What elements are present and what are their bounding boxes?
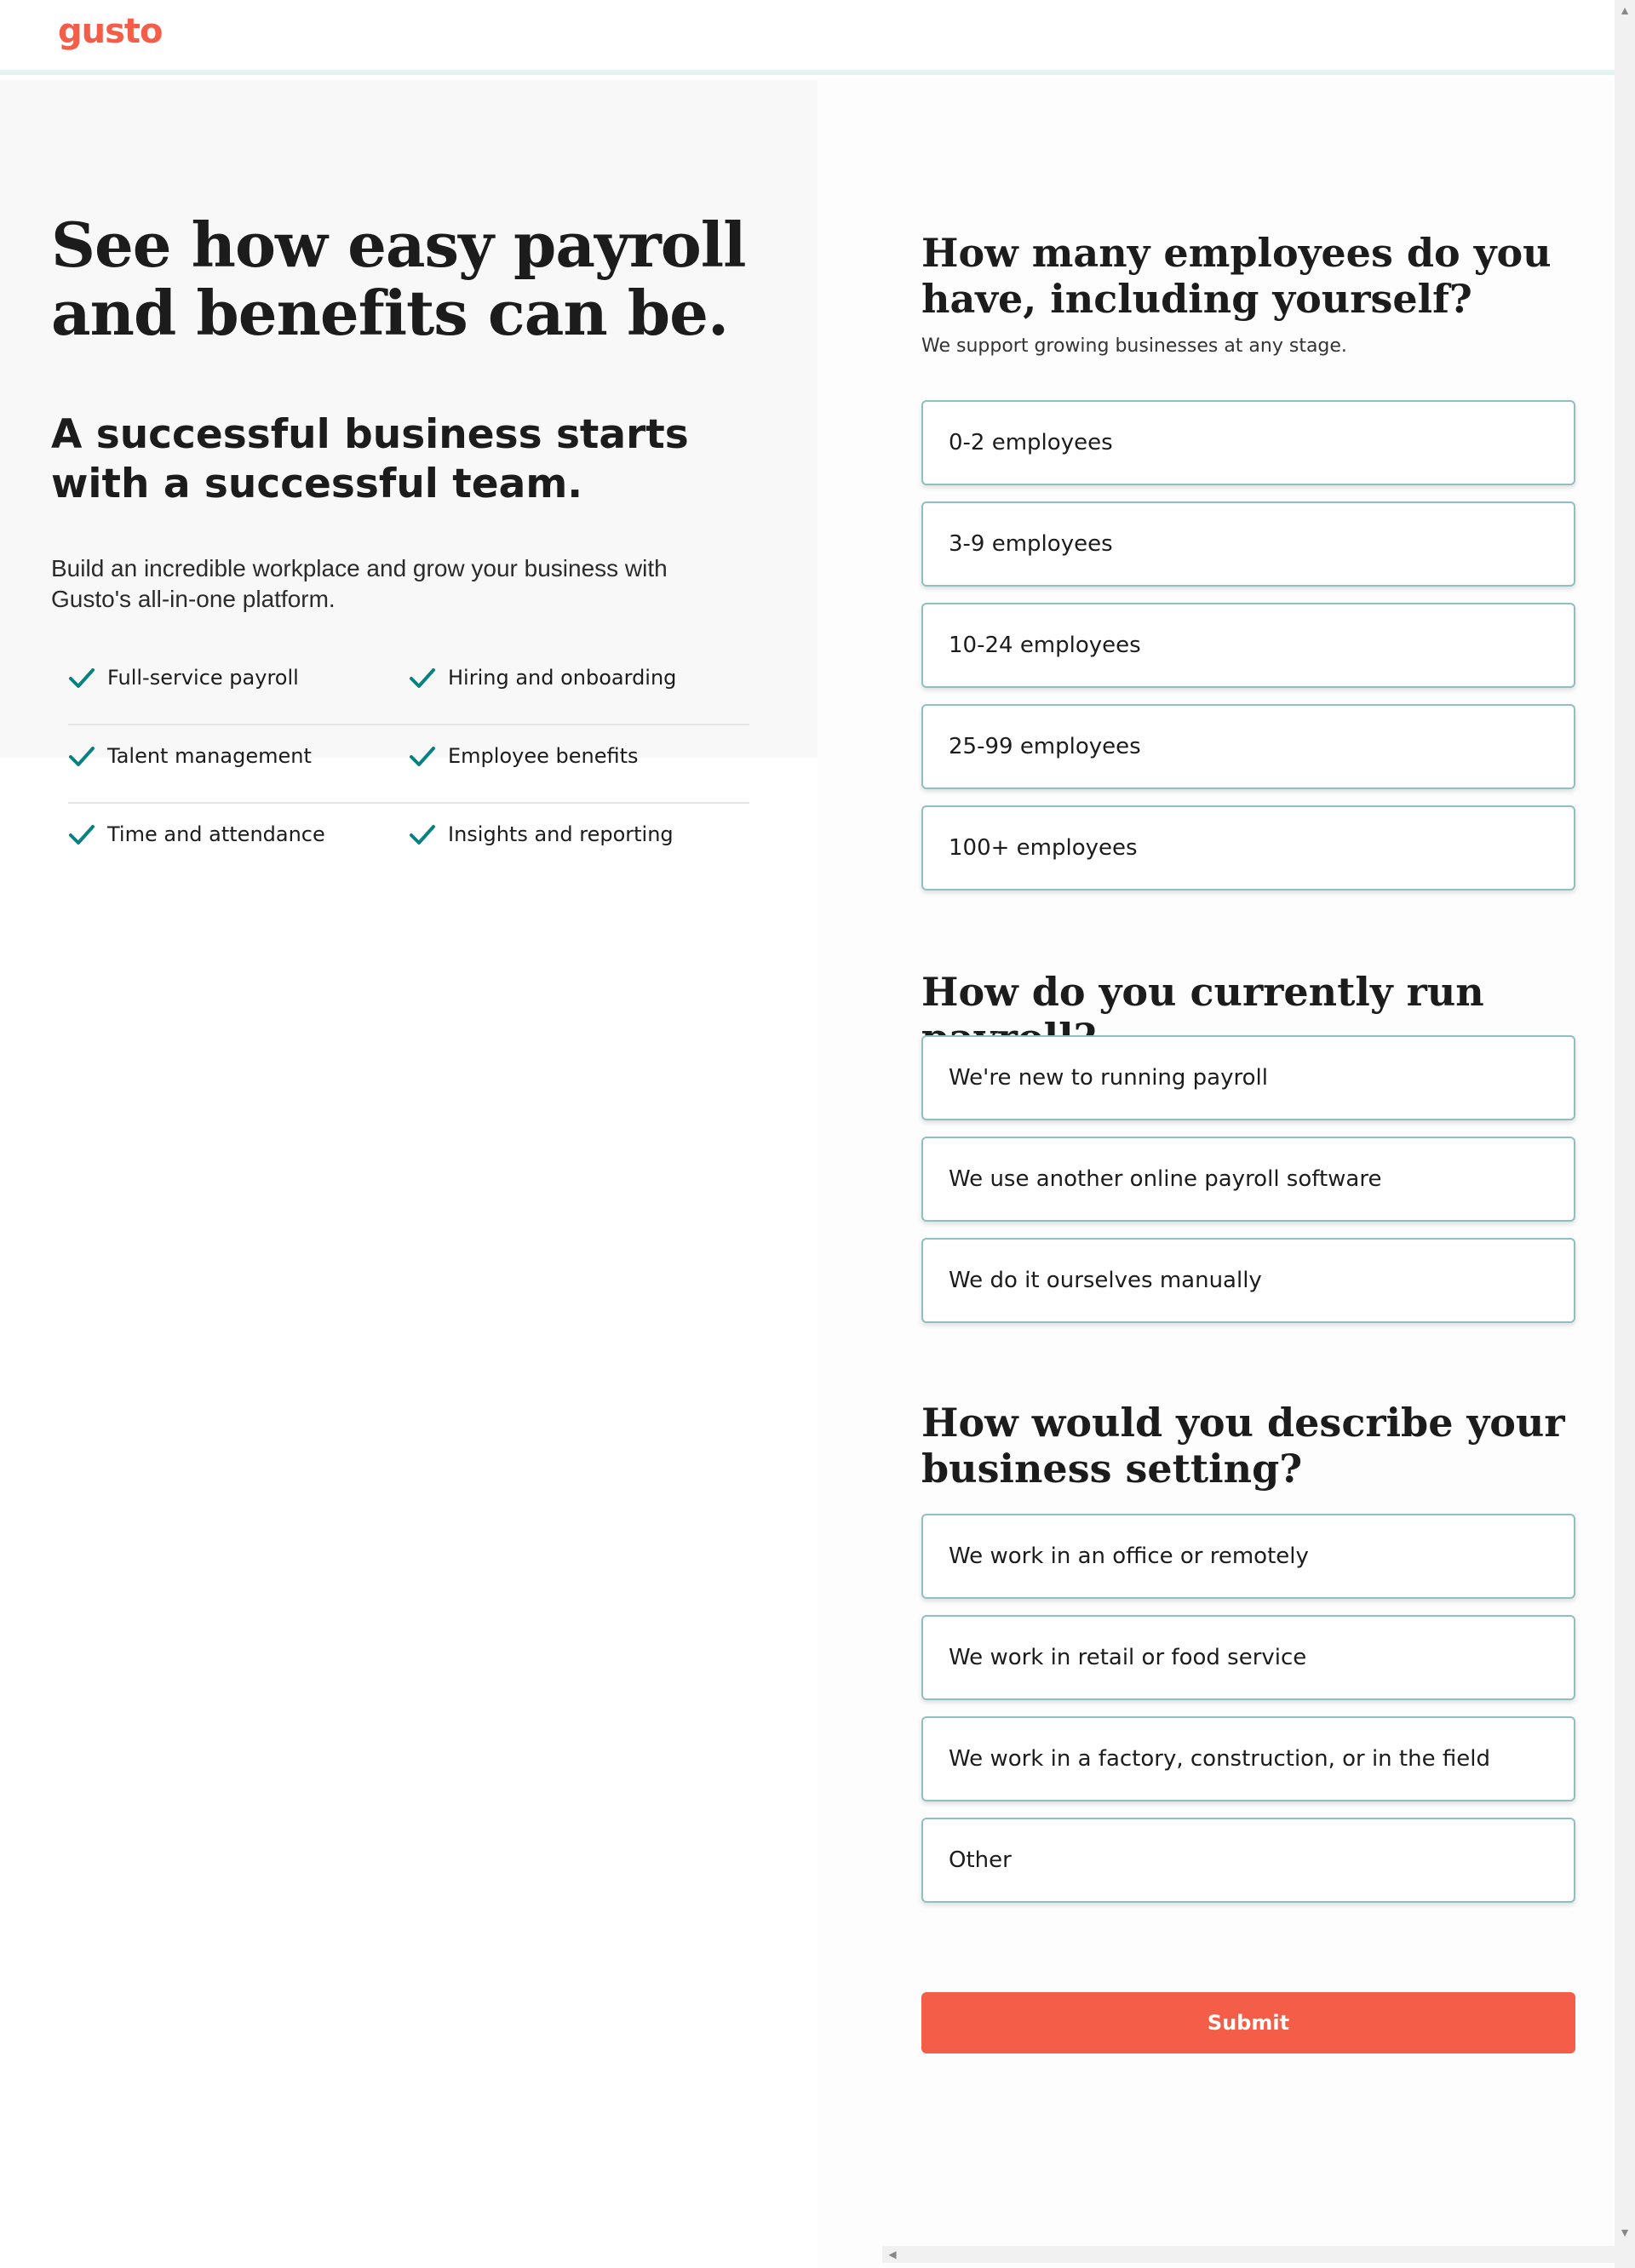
feature-item	[409, 804, 749, 865]
check-icon	[68, 817, 107, 851]
feature-item	[409, 725, 749, 787]
option-label: 100+ employees	[949, 835, 1138, 861]
vertical-scrollbar[interactable]	[1615, 0, 1635, 2268]
feature-row	[68, 647, 749, 725]
feature-item	[68, 647, 409, 708]
option-label: 0-2 employees	[949, 430, 1113, 455]
site-header	[0, 0, 1635, 75]
option-label: We're new to running payroll	[949, 1065, 1268, 1091]
gusto-logo[interactable]: gusto	[58, 12, 163, 51]
feature-label: Employee benefits	[448, 744, 639, 768]
option-new-to-payroll[interactable]	[921, 1035, 1575, 1120]
horizontal-scrollbar[interactable]	[882, 2246, 1615, 2263]
option-10-24-employees[interactable]	[921, 603, 1575, 688]
check-icon	[409, 817, 448, 851]
option-other-setting[interactable]	[921, 1818, 1575, 1903]
scroll-left-arrow-icon[interactable]: ◀	[888, 2248, 897, 2260]
payroll-question-title: How do you currently run	[921, 969, 1484, 1015]
option-25-99-employees[interactable]	[921, 704, 1575, 789]
employees-question-title: How many employees do you have, including yourself?	[921, 230, 1552, 322]
page-subhead: A successful business starts with a successful team.	[51, 411, 689, 507]
option-label: We use another online payroll software	[949, 1166, 1382, 1192]
option-label: 25-99 employees	[949, 734, 1141, 759]
option-label: 10-24 employees	[949, 633, 1141, 658]
feature-row	[68, 725, 749, 804]
option-office-remote[interactable]	[921, 1514, 1575, 1599]
check-icon	[409, 739, 448, 773]
option-0-2-employees[interactable]	[921, 400, 1575, 485]
feature-label: Time and attendance	[107, 822, 325, 846]
check-icon	[68, 739, 107, 773]
feature-item	[68, 804, 409, 865]
option-label: We work in retail or food service	[949, 1645, 1307, 1670]
option-manual-payroll[interactable]	[921, 1238, 1575, 1323]
check-icon	[68, 661, 107, 695]
intro-text: Build an incredible workplace and grow your business with Gusto's all-in-one platform.	[51, 555, 668, 612]
option-other-online-software[interactable]	[921, 1137, 1575, 1222]
feature-label: Full-service payroll	[107, 666, 299, 690]
option-label: We work in a factory, construction, or in the field	[949, 1746, 1490, 1772]
page-headline: See how easy payroll and benefits can be.	[51, 209, 746, 349]
option-label: We work in an office or remotely	[949, 1544, 1309, 1569]
feature-item	[68, 725, 409, 787]
check-icon	[409, 661, 448, 695]
feature-label: Talent management	[107, 744, 312, 768]
scroll-down-arrow-icon[interactable]: ▼	[1619, 2225, 1631, 2239]
feature-list	[68, 647, 749, 882]
feature-label: Hiring and onboarding	[448, 666, 677, 690]
setting-question-title: How would you describe your business setting?	[921, 1400, 1565, 1492]
feature-label: Insights and reporting	[448, 822, 674, 846]
option-retail-food[interactable]	[921, 1615, 1575, 1700]
option-label: Other	[949, 1847, 1012, 1873]
scroll-up-arrow-icon[interactable]: ▲	[1619, 3, 1631, 17]
submit-button[interactable]: Submit	[921, 1992, 1575, 2053]
option-label: We do it ourselves manually	[949, 1268, 1262, 1293]
option-100-plus-employees[interactable]	[921, 805, 1575, 891]
option-factory-field[interactable]	[921, 1716, 1575, 1801]
option-3-9-employees[interactable]	[921, 501, 1575, 587]
feature-row	[68, 804, 749, 882]
employees-question-subtitle: We support growing businesses at any stage.	[921, 335, 1347, 357]
feature-item	[409, 647, 749, 708]
option-label: 3-9 employees	[949, 531, 1113, 557]
